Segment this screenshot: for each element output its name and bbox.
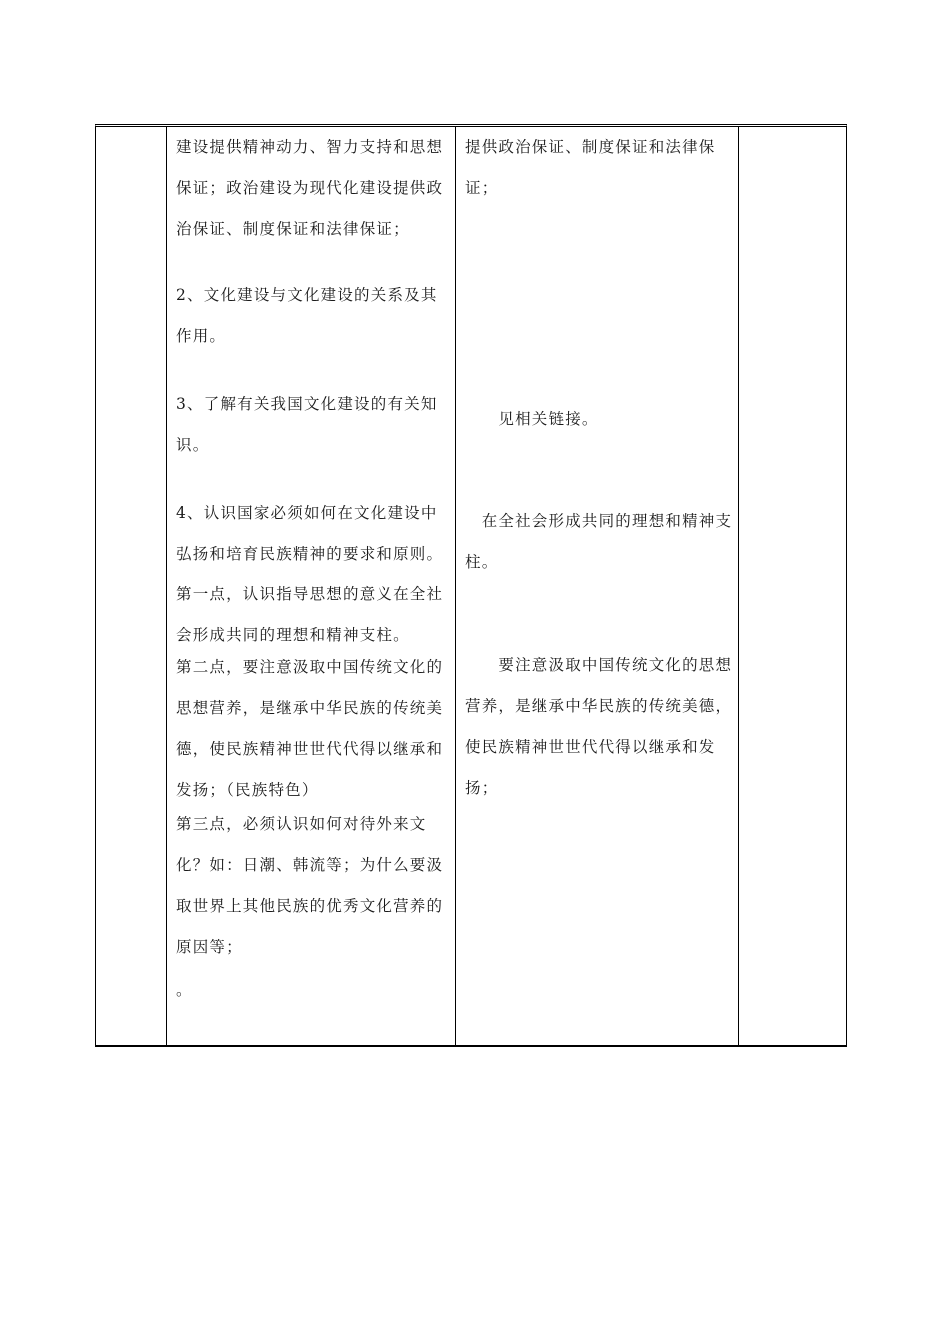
table-col-2: [167, 127, 456, 1045]
col2-paragraph-7: 第三点，必须认识如何对待外来文化？如：日潮、韩流等；为什么要汲取世界上其他民族的优秀文化营养的原因等；: [176, 815, 444, 956]
col3-paragraph-4: 要注意汲取中国传统文化的思想营养，是继承中华民族的传统美德，使民族精神世世代代得以继承和发扬；: [465, 656, 733, 797]
col2-paragraph-3: 3、了解有关我国文化建设的有关知识。: [176, 395, 438, 454]
col3-paragraph-3: 在全社会形成共同的理想和精神支柱。: [465, 512, 733, 571]
col3-paragraph-2: 见相关链接。: [465, 410, 599, 428]
col2-paragraph-1: 建设提供精神动力、智力支持和思想保证；政治建设为现代化建设提供政治保证、制度保证和法律保证；: [176, 138, 444, 238]
col2-paragraph-2: 2、文化建设与文化建设的关系及其作用。: [176, 286, 438, 345]
table-col-3: [456, 127, 739, 1045]
col2-paragraph-6: 第二点，要注意汲取中国传统文化的思想营养，是继承中华民族的传统美德，使民族精神世世代代得以继承和发扬；（民族特色）: [176, 658, 444, 799]
col2-paragraph-8: 。: [176, 981, 193, 999]
table-col-1: [96, 127, 167, 1045]
col3-paragraph-1: 提供政治保证、制度保证和法律保证；: [465, 138, 716, 197]
col2-paragraph-4: 4、认识国家必须如何在文化建设中弘扬和培育民族精神的要求和原则。: [176, 504, 444, 563]
col2-paragraph-5: 第一点，认识指导思想的意义在全社会形成共同的理想和精神支柱。: [176, 585, 444, 644]
content-table: [95, 124, 847, 1047]
table-col-4: [739, 127, 846, 1045]
